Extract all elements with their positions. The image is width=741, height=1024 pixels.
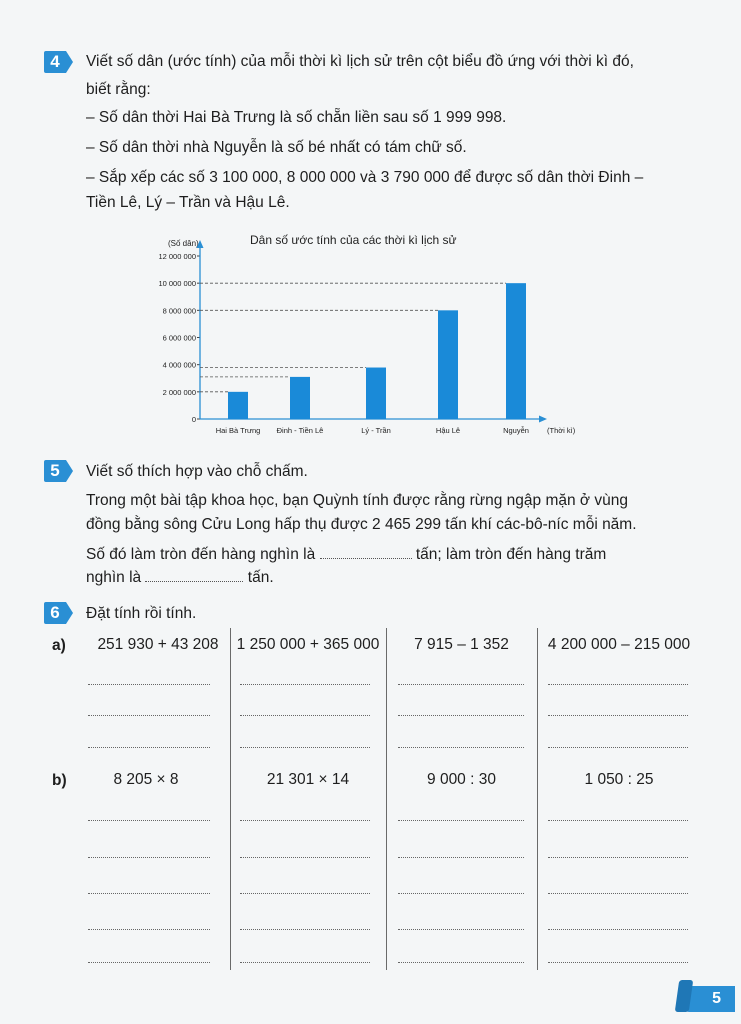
bar-1 [290, 377, 310, 419]
ex5-line2: Trong một bài tập khoa học, bạn Quỳnh tính được rằng rừng ngập mặn ở vùng [86, 492, 628, 509]
answer-line[interactable] [398, 929, 524, 930]
page-number-tab [685, 986, 735, 1012]
answer-line[interactable] [398, 893, 524, 894]
answer-blank-hundred-thousands[interactable] [145, 567, 243, 582]
ex4-bullet3a: – Sắp xếp các số 3 100 000, 8 000 000 và 3 790 000 để được số dân thời Đinh – [86, 169, 644, 186]
exercise-4-badge [44, 51, 66, 73]
ex5-line5-end: tấn. [247, 569, 274, 586]
answer-line[interactable] [398, 857, 524, 858]
answer-line[interactable] [88, 820, 210, 821]
chart-svg [150, 228, 590, 448]
x-axis-arrow [539, 416, 547, 423]
answer-line[interactable] [398, 747, 524, 748]
ex5-line1: Viết số thích hợp vào chỗ chấm. [86, 463, 308, 480]
y-tick-label: 6 000 000 [162, 333, 196, 343]
answer-line[interactable] [548, 820, 688, 821]
bar-4 [506, 283, 526, 419]
ex5-line5 [86, 567, 274, 588]
column-divider [386, 628, 387, 970]
x-tick-label: Đinh - Tiền Lê [276, 426, 324, 435]
answer-line[interactable] [240, 929, 370, 930]
answer-line[interactable] [240, 715, 370, 716]
answer-line[interactable] [398, 962, 524, 963]
answer-line[interactable] [548, 893, 688, 894]
y-axis-label: (Số dân) [168, 239, 199, 248]
ex5-line4-end: tấn; làm tròn đến hàng trăm [415, 546, 607, 563]
y-tick-label: 8 000 000 [162, 306, 196, 316]
calc-b3: 9 000 : 30 [427, 771, 496, 788]
ex4-line2: biết rằng: [86, 81, 151, 98]
ex6-title: Đặt tính rồi tính. [86, 605, 197, 622]
answer-line[interactable] [240, 747, 370, 748]
column-divider [230, 628, 231, 970]
y-tick-label: 4 000 000 [162, 360, 196, 370]
answer-line[interactable] [240, 820, 370, 821]
answer-line[interactable] [548, 857, 688, 858]
exercise-5-badge [44, 460, 66, 482]
y-tick-label: 10 000 000 [158, 279, 196, 289]
ex5-line4-start: Số đó làm tròn đến hàng nghìn là [86, 546, 316, 563]
y-tick-label: 12 000 000 [158, 252, 196, 261]
population-bar-chart [150, 228, 590, 448]
exercise-6-number: 6 [50, 603, 60, 622]
calc-a4: 4 200 000 – 215 000 [547, 636, 691, 653]
answer-line[interactable] [548, 715, 688, 716]
answer-line[interactable] [88, 929, 210, 930]
ex4-bullet1: – Số dân thời Hai Bà Trưng là số chẵn liền sau số 1 999 998. [86, 109, 507, 126]
exercise-4-number: 4 [50, 52, 60, 71]
answer-blank-thousands[interactable] [320, 544, 412, 559]
bar-2 [366, 368, 386, 419]
answer-line[interactable] [548, 962, 688, 963]
answer-line[interactable] [398, 684, 524, 685]
bar-0 [228, 392, 248, 419]
answer-line[interactable] [240, 857, 370, 858]
ex5-line3: đồng bằng sông Cửu Long hấp thụ được 2 465 299 tấn khí các-bô-níc mỗi năm. [86, 516, 637, 533]
answer-line[interactable] [88, 747, 210, 748]
ex4-bullet3b: Tiền Lê, Lý – Trần và Hậu Lê. [86, 194, 290, 211]
answer-line[interactable] [240, 684, 370, 685]
ex5-line4 [86, 544, 606, 565]
y-tick-label: 0 [191, 415, 196, 424]
ex4-bullet2: – Số dân thời nhà Nguyễn là số bé nhất có tám chữ số. [86, 139, 467, 156]
label-a: a) [52, 637, 66, 654]
calc-b4: 1 050 : 25 [584, 771, 654, 788]
answer-line[interactable] [88, 962, 210, 963]
answer-line[interactable] [88, 857, 210, 858]
x-tick-label: Lý - Trần [361, 426, 391, 435]
chart-title: Dân số ước tính của các thời kì lịch sử [250, 233, 457, 247]
bar-3 [438, 310, 458, 419]
exercise-6-badge [44, 602, 66, 624]
answer-line[interactable] [88, 893, 210, 894]
answer-line[interactable] [548, 684, 688, 685]
x-tick-label: Nguyễn [503, 426, 529, 435]
calc-b2: 21 301 × 14 [266, 771, 350, 788]
calc-a2: 1 250 000 + 365 000 [236, 636, 380, 653]
answer-line[interactable] [398, 820, 524, 821]
answer-line[interactable] [548, 929, 688, 930]
calc-a1: 251 930 + 43 208 [97, 636, 219, 653]
exercise-5-number: 5 [50, 461, 60, 480]
answer-line[interactable] [88, 715, 210, 716]
answer-line[interactable] [548, 747, 688, 748]
answer-line[interactable] [240, 893, 370, 894]
answer-line[interactable] [398, 715, 524, 716]
calc-b1: 8 205 × 8 [113, 771, 179, 788]
answer-line[interactable] [88, 684, 210, 685]
x-tick-label: Hai Bà Trưng [215, 426, 261, 435]
ex5-line5-start: nghìn là [86, 569, 142, 586]
calc-a3: 7 915 – 1 352 [414, 636, 509, 653]
label-b: b) [52, 772, 67, 789]
y-tick-label: 2 000 000 [162, 387, 196, 397]
page-number: 5 [712, 990, 721, 1007]
column-divider [537, 628, 538, 970]
ex4-line1: Viết số dân (ước tính) của mỗi thời kì lịch sử trên cột biểu đồ ứng với thời kì đó, [86, 53, 634, 70]
x-axis-label: (Thời kì) [547, 426, 576, 435]
x-tick-label: Hậu Lê [435, 426, 461, 435]
answer-line[interactable] [240, 962, 370, 963]
